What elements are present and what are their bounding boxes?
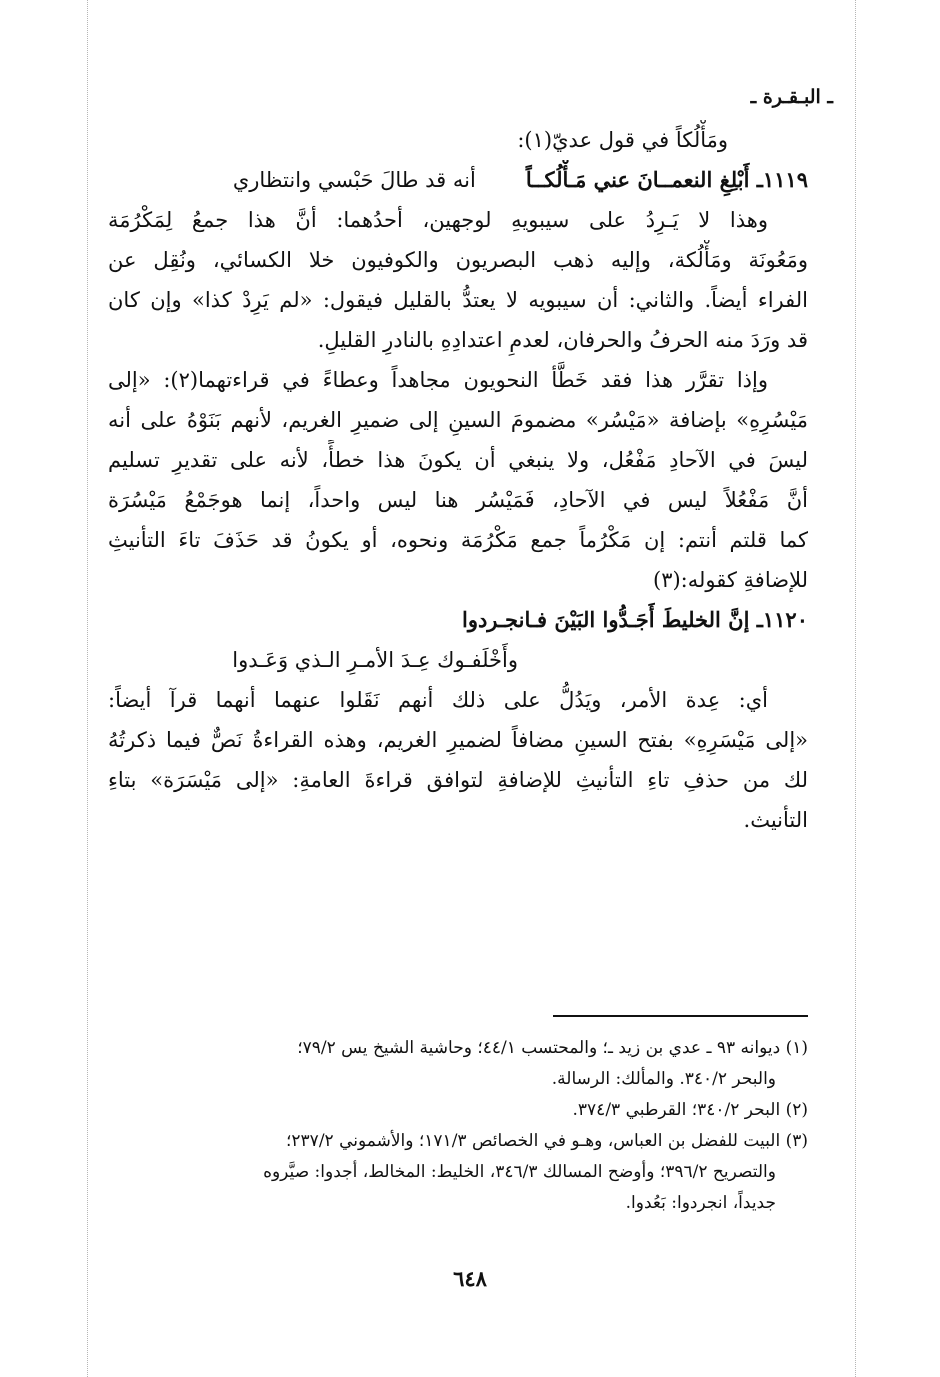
page-number: ٦٤٨ <box>453 1266 487 1291</box>
verse-1119 <box>108 160 808 200</box>
verse-second-hemistich: أنه قد طالَ حَبْسي وانتظاري <box>232 168 476 192</box>
footnote-3: (٣) البيت للفضل بن العباس، وهـو في الخصائص ١٧١/٣؛ والأشموني ٢٣٧/٢؛ <box>286 1131 808 1151</box>
body-line: التأنيث. <box>743 808 808 832</box>
body-line: ومَأْلُكاً في قول عديّ(١): <box>517 128 728 152</box>
body-line: ليسَ في الآحادِ مَفْعُل، ولا ينبغي أن يكونَ هذا خطأً، لأنه على تقديرِ تسليم <box>108 448 808 472</box>
body-line: وهذا لا يَـرِدُ على سيبويهِ لوجهين، أحدُهما: أنَّ هذا جمعُ لِمَكْرُمَة <box>108 208 768 232</box>
footnote-2: (٢) البحر ٣٤٠/٢؛ القرطبي ٣٧٤/٣. <box>572 1100 808 1120</box>
body-line: مَيْسُرِهِ» بإضافة «مَيْسُر» مضمومَ السينِ إلى ضميرِ الغريم، لأنهم بَنَوْهُ على أنه <box>108 408 808 432</box>
footnote-divider <box>553 1015 808 1017</box>
footnote-1-cont: والبحر ٣٤٠/٢. والمألك: الرسالة. <box>551 1069 776 1089</box>
right-margin-dots <box>855 0 856 1377</box>
body-line: وإذا تقرَّر هذا فقد خَطَّأ النحويون مجاهداً وعطاءً في قراءتهما(٢): «إلى <box>108 368 769 392</box>
body-line: قد ورَدَ منه الحرفُ والحرفان، لعدمِ اعتدادِهِ بالنادرِ القليلِ. <box>317 328 808 352</box>
body-line: ومَعُونَة ومَأْلُكة، وإليه ذهب البصريون والكوفيون خلا الكسائي، ونُقِل عن <box>108 248 808 272</box>
body-line: أي: عِدة الأمر، ويَدُلُّ على ذلك أنهم نَقَلوا عنهما أنهما قرآ أيضاً: <box>108 688 768 712</box>
body-line: لك من حذفِ تاءِ التأنيثِ للإضافةِ لتوافق قراءةَ العامةِ: «إلى مَيْسَرَة» بتاءِ <box>108 768 808 792</box>
footnote-3-cont: جديداً، انجردوا: بَعُدوا. <box>625 1193 776 1213</box>
body-line: أنَّ مَفْعُلاً ليس في الآحادِ، فَمَيْسُر هنا ليس واحداً، إنما هوجَمْعُ مَيْسُرَة <box>108 488 808 512</box>
body-line: للإضافةِ كقوله:(٣) <box>652 568 808 592</box>
footnote-3-cont: والتصريح ٣٩٦/٢؛ وأوضح المسالك ٣٤٦/٣، الخليط: المخالط، أجدوا: صيَّروه <box>263 1162 776 1182</box>
running-header: ـ البـقـرة ـ <box>750 86 833 108</box>
verse-1120-first: ١١٢٠ـ إنَّ الخليطَ أَجَـدُّوا البَيْنَ فـانجـردوا <box>461 607 808 632</box>
footnote-1: (١) ديوانه ٩٣ ـ عدي بن زيد ـ؛ والمحتسب ٤٤/١؛ وحاشية الشيخ يس ٧٩/٢؛ <box>297 1038 808 1058</box>
body-line: الفراء أيضاً. والثاني: أن سيبويه لا يعتدُّ بالقليل فيقول: «لم يَرِدْ كذا» وإن كان <box>108 288 808 312</box>
verse-1120-second: وأَخْلَفـوك عِـدَ الأمـرِ الـذي وَعَـدوا <box>232 648 518 672</box>
verse-first-hemistich: ١١١٩ـ أَبْلِغِ النعمــانَ عني مَـأْلُكــاً <box>525 167 808 192</box>
body-line: «إلى مَيْسَرِهِ» بفتح السينِ مضافاً لضميرِ الغريم، وهذه القراءةُ نَصٌّ فيما ذكرتُهُ <box>108 728 808 752</box>
main-text <box>108 120 808 840</box>
body-line: كما قلتم أنتم: إن مَكْرُماً جمع مَكْرُمَة ونحوه، أو يكونُ قد حَذَفَ تاءَ التأنيثِ <box>108 528 808 552</box>
left-margin-dots <box>87 0 88 1377</box>
